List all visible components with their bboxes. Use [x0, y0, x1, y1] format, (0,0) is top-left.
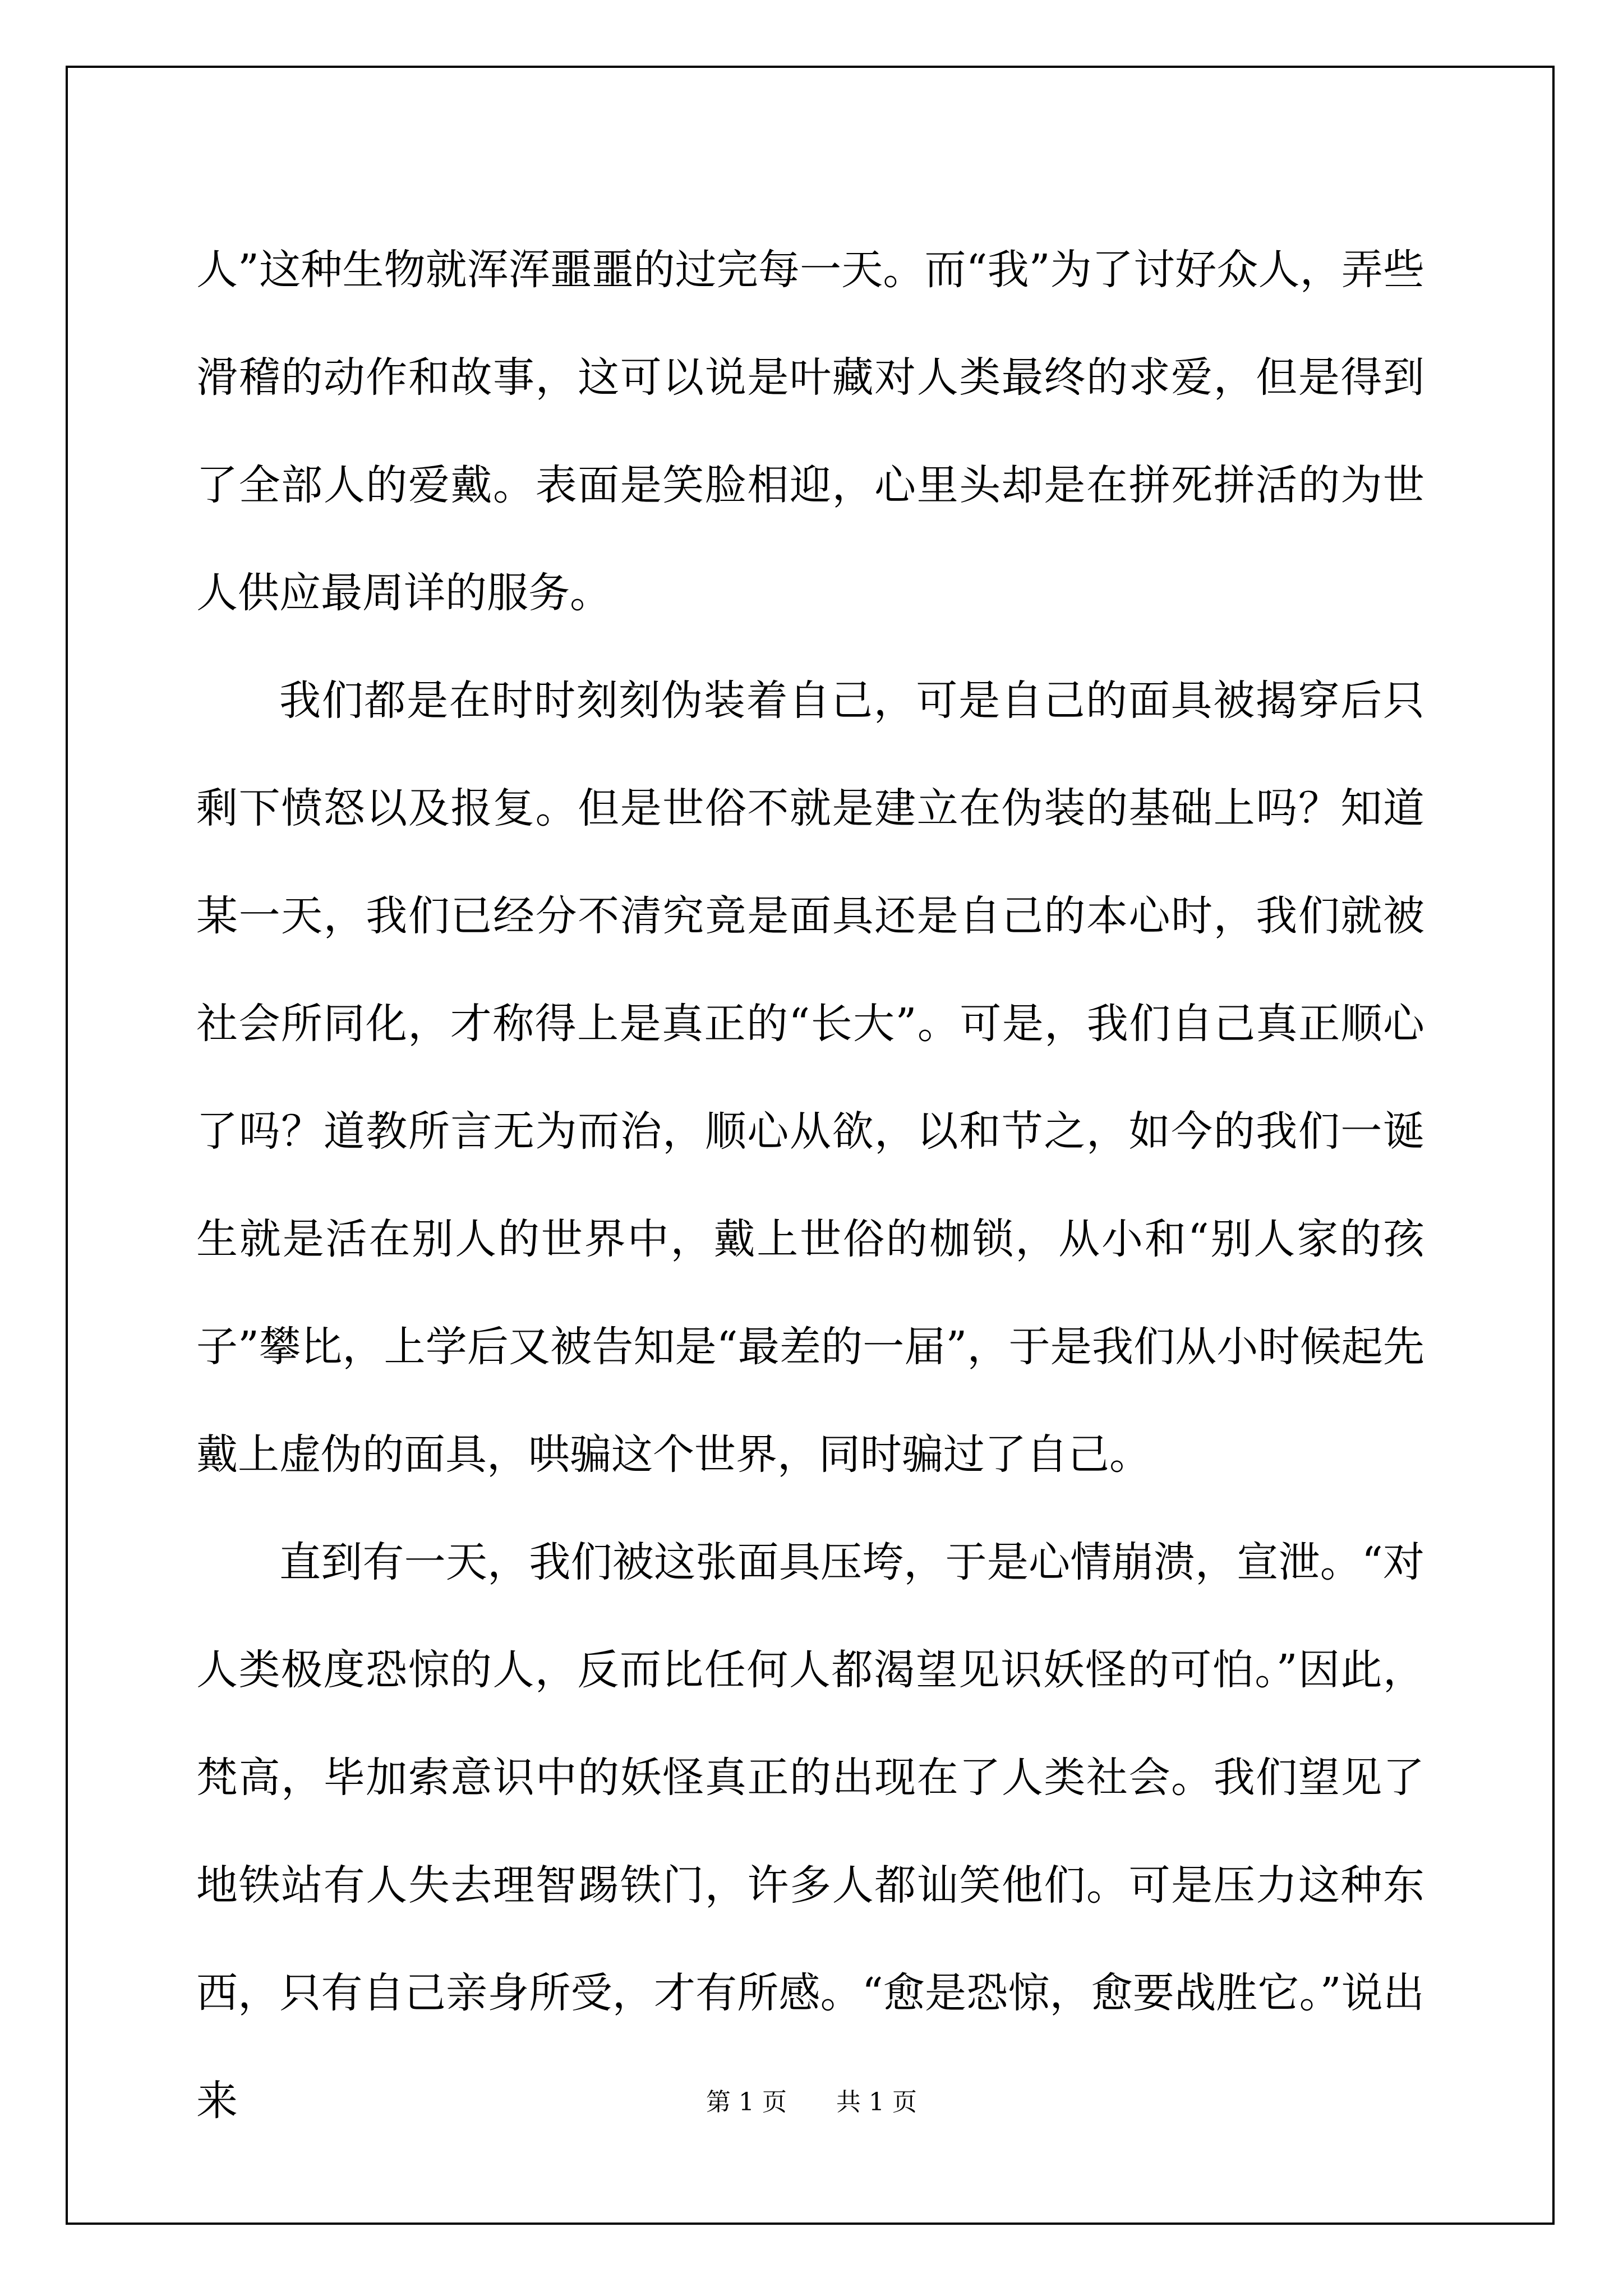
page-number: 第 1 页	[706, 2088, 787, 2116]
page-total: 共 1 页	[836, 2088, 917, 2116]
page-footer	[0, 2086, 1623, 2119]
paragraph-3: 直到有一天，我们被这张面具压垮，于是心情崩溃，宣泄。“对人类极度恐惊的人，反而比任何人都渴望见识妖怪的可怕。”因此，梵高，毕加索意识中的妖怪真正的出现在了人类社会。我们望见了地铁站有人失去理智踢铁门，许多人都讪笑他们。可是压力这种东西，只有自己亲身所受，才有所感。“愈是恐惊，愈要战胜它。”说出来	[196, 1538, 1424, 2125]
paragraph-1: 人”这种生物就浑浑噩噩的过完每一天。而“我”为了讨好众人，弄些滑稽的动作和故事，这可以说是叶藏对人类最终的求爱，但是得到了全部人的爱戴。表面是笑脸相迎，心里头却是在拼死拼活的为世人供应最周详的服务。	[196, 246, 1424, 617]
document-body	[196, 216, 1424, 2155]
paragraph-2: 我们都是在时时刻刻伪装着自己，可是自己的面具被揭穿后只剩下愤怒以及报复。但是世俗不就是建立在伪装的基础上吗？知道某一天，我们已经分不清究竟是面具还是自己的本心时，我们就被社会所同化，才称得上是真正的“长大”。可是，我们自己真正顺心了吗？道教所言无为而治，顺心从欲，以和节之，如今的我们一诞生就是活在别人的世界中，戴上世俗的枷锁，从小和“别人家的孩子”攀比，上学后又被告知是“最差的一届”，于是我们从小时候起先戴上虚伪的面具，哄骗这个世界，同时骗过了自己。	[196, 677, 1424, 1479]
